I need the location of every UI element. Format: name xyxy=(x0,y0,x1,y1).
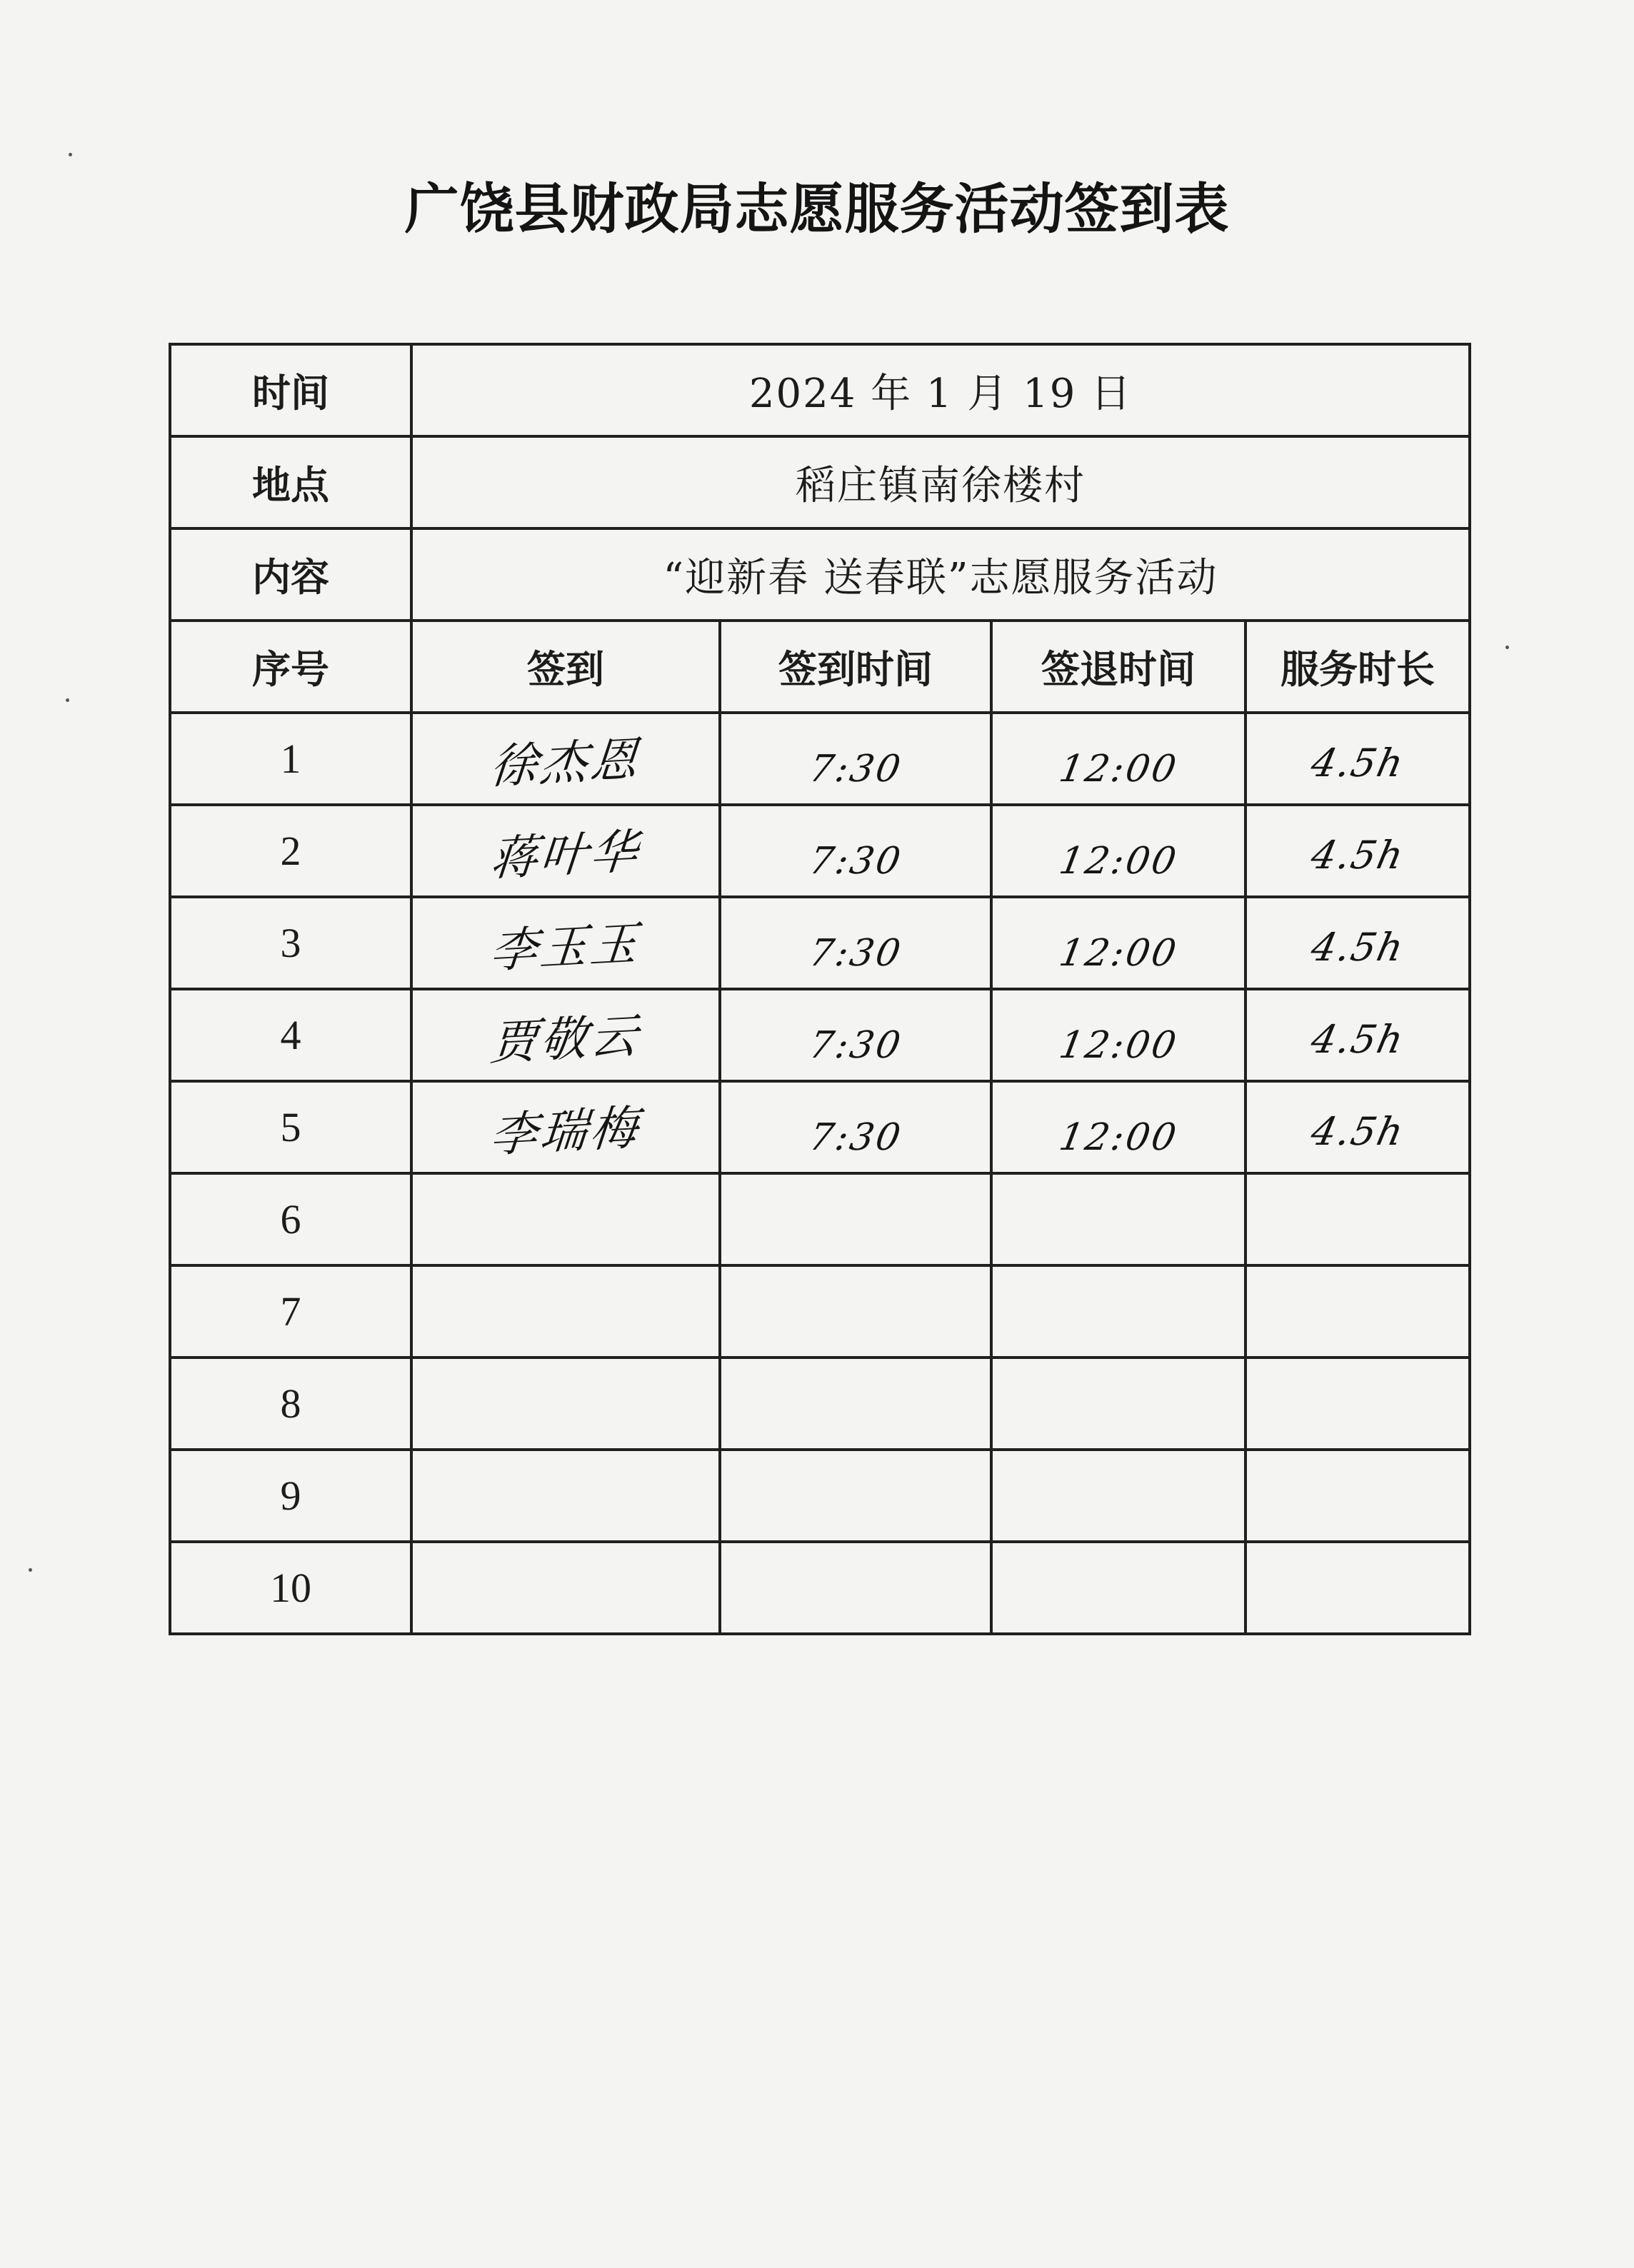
row-duration-cell xyxy=(1245,1081,1470,1173)
row-signature-cell xyxy=(411,1081,720,1173)
time-label: 时间 xyxy=(170,344,411,436)
header-sign-out-time: 签退时间 xyxy=(991,621,1245,713)
row-signature-cell xyxy=(411,1358,720,1450)
row-sign-out-time: 12:00 xyxy=(1056,931,1181,975)
place-value: 稻庄镇南徐楼村 xyxy=(411,436,1470,528)
row-sign-in-time: 7:30 xyxy=(806,839,906,883)
row-signature-cell xyxy=(411,805,720,897)
row-seq: 8 xyxy=(170,1358,411,1450)
row-sign-out-time-cell xyxy=(991,1542,1245,1634)
row-sign-out-time: 12:00 xyxy=(1056,1023,1181,1067)
row-sign-in-time-cell xyxy=(720,1265,991,1358)
row-duration: 4.5h xyxy=(1306,833,1409,878)
row-seq: 6 xyxy=(170,1173,411,1265)
column-header-row xyxy=(170,621,1470,713)
row-signature-cell xyxy=(411,1450,720,1542)
row-sign-out-time-cell xyxy=(991,1173,1245,1265)
row-signature-cell xyxy=(411,713,720,805)
signin-table-body xyxy=(170,344,1470,1634)
table-row xyxy=(170,805,1470,897)
row-seq: 7 xyxy=(170,1265,411,1358)
scan-speck xyxy=(66,698,69,702)
row-sign-out-time: 12:00 xyxy=(1056,839,1181,883)
header-duration: 服务时长 xyxy=(1245,621,1470,713)
header-seq: 序号 xyxy=(170,621,411,713)
header-sign: 签到 xyxy=(411,621,720,713)
row-duration: 4.5h xyxy=(1306,1109,1409,1154)
row-sign-in-time-cell xyxy=(720,1542,991,1634)
row-sign-in-time: 7:30 xyxy=(806,747,906,791)
table-row xyxy=(170,713,1470,805)
content-label: 内容 xyxy=(170,528,411,621)
row-sign-out-time-cell xyxy=(991,1265,1245,1358)
row-signature: 徐杰恩 xyxy=(488,731,643,795)
table-row xyxy=(170,989,1470,1081)
header-sign-in-time: 签到时间 xyxy=(720,621,991,713)
row-duration-cell xyxy=(1245,713,1470,805)
row-signature-cell xyxy=(411,1265,720,1358)
row-duration-cell xyxy=(1245,1542,1470,1634)
row-sign-out-time-cell xyxy=(991,713,1245,805)
row-seq: 1 xyxy=(170,713,411,805)
row-signature: 李瑞梅 xyxy=(488,1100,643,1163)
time-value: 2024 年 1 月 19 日 xyxy=(411,344,1470,436)
info-row-content xyxy=(170,528,1470,621)
row-sign-in-time: 7:30 xyxy=(806,1115,906,1159)
info-row-place xyxy=(170,436,1470,528)
page-title: 广饶县财政局志愿服务活动签到表 xyxy=(404,177,1230,241)
row-duration-cell xyxy=(1245,805,1470,897)
row-duration: 4.5h xyxy=(1306,741,1409,786)
table-row xyxy=(170,1081,1470,1173)
row-sign-in-time-cell xyxy=(720,805,991,897)
row-seq: 4 xyxy=(170,989,411,1081)
row-sign-out-time-cell xyxy=(991,1358,1245,1450)
row-sign-in-time: 7:30 xyxy=(806,1023,906,1067)
row-signature: 蒋叶华 xyxy=(488,823,643,887)
row-seq: 9 xyxy=(170,1450,411,1542)
row-sign-out-time-cell xyxy=(991,897,1245,989)
row-signature-cell xyxy=(411,1542,720,1634)
row-seq: 5 xyxy=(170,1081,411,1173)
table-row xyxy=(170,1173,1470,1265)
row-signature-cell xyxy=(411,897,720,989)
scan-speck xyxy=(69,153,72,156)
table-row xyxy=(170,1450,1470,1542)
row-sign-in-time-cell xyxy=(720,989,991,1081)
table-row xyxy=(170,897,1470,989)
table-row xyxy=(170,1265,1470,1358)
table-row xyxy=(170,1358,1470,1450)
row-seq: 10 xyxy=(170,1542,411,1634)
row-sign-out-time-cell xyxy=(991,1081,1245,1173)
row-sign-in-time-cell xyxy=(720,897,991,989)
row-sign-out-time: 12:00 xyxy=(1056,1115,1181,1159)
row-sign-in-time-cell xyxy=(720,1081,991,1173)
row-duration: 4.5h xyxy=(1306,1017,1409,1062)
scan-speck xyxy=(29,1568,32,1572)
row-duration-cell xyxy=(1245,989,1470,1081)
row-signature-cell xyxy=(411,989,720,1081)
row-sign-out-time-cell xyxy=(991,805,1245,897)
info-row-time xyxy=(170,344,1470,436)
row-signature: 贾敬云 xyxy=(488,1008,643,1071)
scan-speck xyxy=(1505,646,1509,649)
row-signature: 李玉玉 xyxy=(488,915,643,979)
row-duration-cell xyxy=(1245,1450,1470,1542)
row-sign-in-time-cell xyxy=(720,1173,991,1265)
signin-table xyxy=(169,343,1471,1635)
row-sign-out-time-cell xyxy=(991,989,1245,1081)
row-duration-cell xyxy=(1245,1358,1470,1450)
row-sign-out-time-cell xyxy=(991,1450,1245,1542)
place-label: 地点 xyxy=(170,436,411,528)
row-sign-in-time-cell xyxy=(720,713,991,805)
content-value: “迎新春 送春联”志愿服务活动 xyxy=(411,528,1470,621)
table-row xyxy=(170,1542,1470,1634)
row-duration-cell xyxy=(1245,1265,1470,1358)
row-signature-cell xyxy=(411,1173,720,1265)
row-seq: 2 xyxy=(170,805,411,897)
row-duration-cell xyxy=(1245,1173,1470,1265)
row-duration: 4.5h xyxy=(1306,925,1409,970)
row-sign-out-time: 12:00 xyxy=(1056,747,1181,791)
row-seq: 3 xyxy=(170,897,411,989)
row-sign-in-time-cell xyxy=(720,1450,991,1542)
row-sign-in-time: 7:30 xyxy=(806,931,906,975)
row-duration-cell xyxy=(1245,897,1470,989)
row-sign-in-time-cell xyxy=(720,1358,991,1450)
